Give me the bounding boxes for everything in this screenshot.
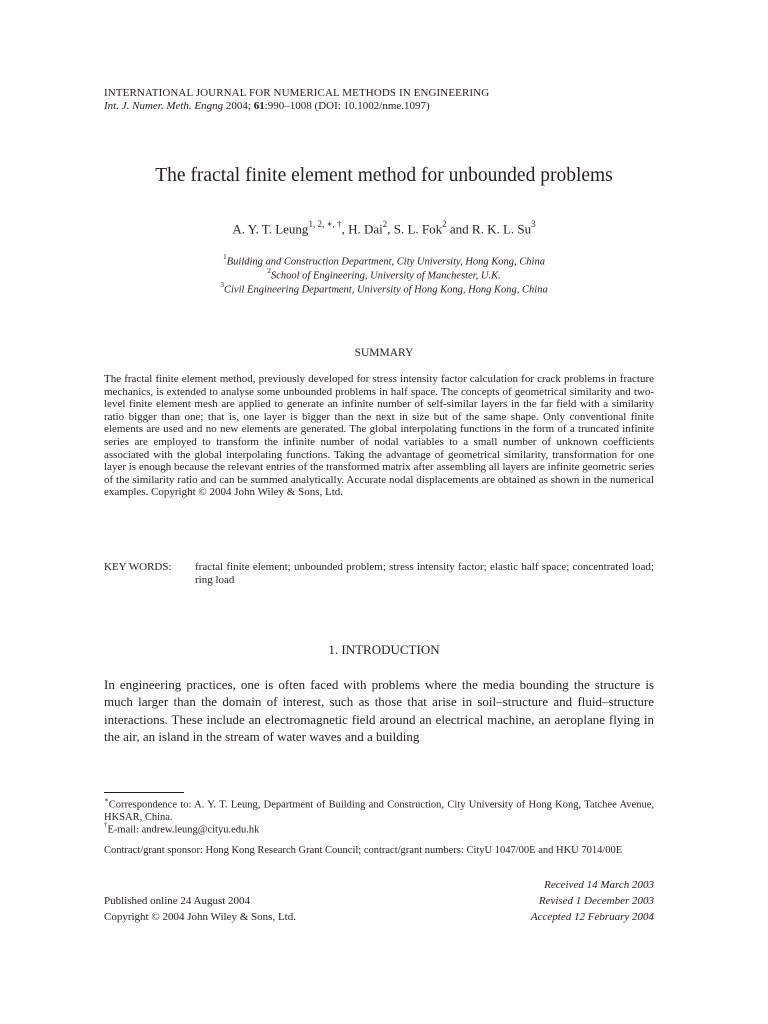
affiliation-3-text: Civil Engineering Department, University of Hong Kong, Hong Kong, China [224, 284, 548, 296]
author-dai: , H. Dai [341, 221, 383, 237]
affiliation-1-text: Building and Construction Department, City University, Hong Kong, China [226, 256, 545, 268]
date-received: Received 14 March 2003 [544, 879, 654, 891]
keywords-label: KEY WORDS: [104, 561, 172, 573]
author-su: and R. K. L. Su [446, 221, 532, 237]
footnote-email-text: E-mail: andrew.leung@cityu.edu.hk [107, 824, 260, 836]
footnote-corr-mark: ∗ [104, 796, 109, 804]
citation-pages: :990–1008 (DOI: 10.1002/nme.1097) [264, 100, 430, 112]
author-fok-sup: 2 [442, 219, 447, 229]
date-revised: Revised 1 December 2003 [538, 895, 654, 907]
introduction-text: In engineering practices, one is often faced with problems where the media bounding the structure is much larger than the domain of interest, such as those that arise in soil–structure and fluid–structure interactions. These include an electromagnetic field around an electrical machine, an aeroplane flying in the air, an island in the stream of water waves and a building [104, 677, 654, 745]
citation-abbrev: Int. J. Numer. Meth. Engng [104, 100, 224, 112]
footnote-corr-text: Correspondence to: A. Y. T. Leung, Department of Building and Construction, City University of Hong Kong, Tatchee Avenue, HKSAR, China. [104, 799, 654, 823]
citation-year: 2004; [225, 100, 251, 112]
citation-line [104, 100, 430, 112]
affiliation-2 [0, 267, 768, 282]
affiliation-3 [0, 281, 768, 296]
author-leung-sup: 1, 2, ∗, † [308, 219, 342, 229]
paper-title: The fractal finite element method for unbounded problems [155, 165, 613, 186]
author-fok: , S. L. Fok [387, 221, 443, 237]
affiliation-2-text: School of Engineering, University of Manchester, U.K. [270, 270, 501, 282]
footnote-rule [104, 792, 184, 793]
footnote-email-mark: † [104, 821, 108, 829]
affiliation-1-num: 1 [223, 252, 227, 261]
author-leung: A. Y. T. Leung [232, 221, 309, 237]
author-su-sup: 3 [531, 219, 536, 229]
summary-text: The fractal finite element method, previously developed for stress intensity factor calculation for crack problems in fracture mechanics, is extended to analyse some unbounded problems in half space. The concepts of geometrical similarity and two-level finite element mesh are applied to generate an infinite number of self-similar layers in the far field with a similarity ratio bigger than one; that is, one layer is bigger than the next in size but of the same shape. Only conventional finite elements are used and no new elements are generated. The global interpolating functions in the form of a truncated infinite series are employed to transform the infinite number of nodal variables to a small number of unknown coefficients associated with the global interpolating functions. Taking the advantage of geometrical similarity, transformation for one layer is enough because the relevant entries of the transformed matrix after assembling all layers are infinite geometric series of the similarity ratio and can be summed analytically. Accurate nodal displacements are obtained as shown in the numerical examples. Copyright © 2004 John Wiley & Sons, Ltd. [104, 373, 654, 499]
summary-heading: SUMMARY [354, 347, 414, 359]
date-accepted: Accepted 12 February 2004 [530, 911, 654, 923]
affiliation-1 [0, 253, 768, 268]
published-online: Published online 24 August 2004 [104, 895, 251, 907]
author-dai-sup: 2 [382, 219, 388, 229]
keywords-text: fractal finite element; unbounded problem; stress intensity factor; elastic half space; concentrated load; ring load [195, 561, 654, 586]
affiliation-3-num: 3 [220, 280, 224, 289]
citation-volume: 61 [253, 100, 265, 112]
author-list [0, 220, 768, 237]
affiliation-2-num: 2 [267, 266, 271, 275]
footnote-email [104, 820, 654, 837]
copyright-line: Copyright © 2004 John Wiley & Sons, Ltd. [104, 911, 296, 923]
journal-name: INTERNATIONAL JOURNAL FOR NUMERICAL METHODS IN ENGINEERING [104, 87, 490, 99]
footnote-grant: Contract/grant sponsor: Hong Kong Research Grant Council; contract/grant numbers: CityU 1047/00E and HKU 7014/00E [104, 845, 623, 856]
introduction-heading: 1. INTRODUCTION [328, 642, 440, 657]
